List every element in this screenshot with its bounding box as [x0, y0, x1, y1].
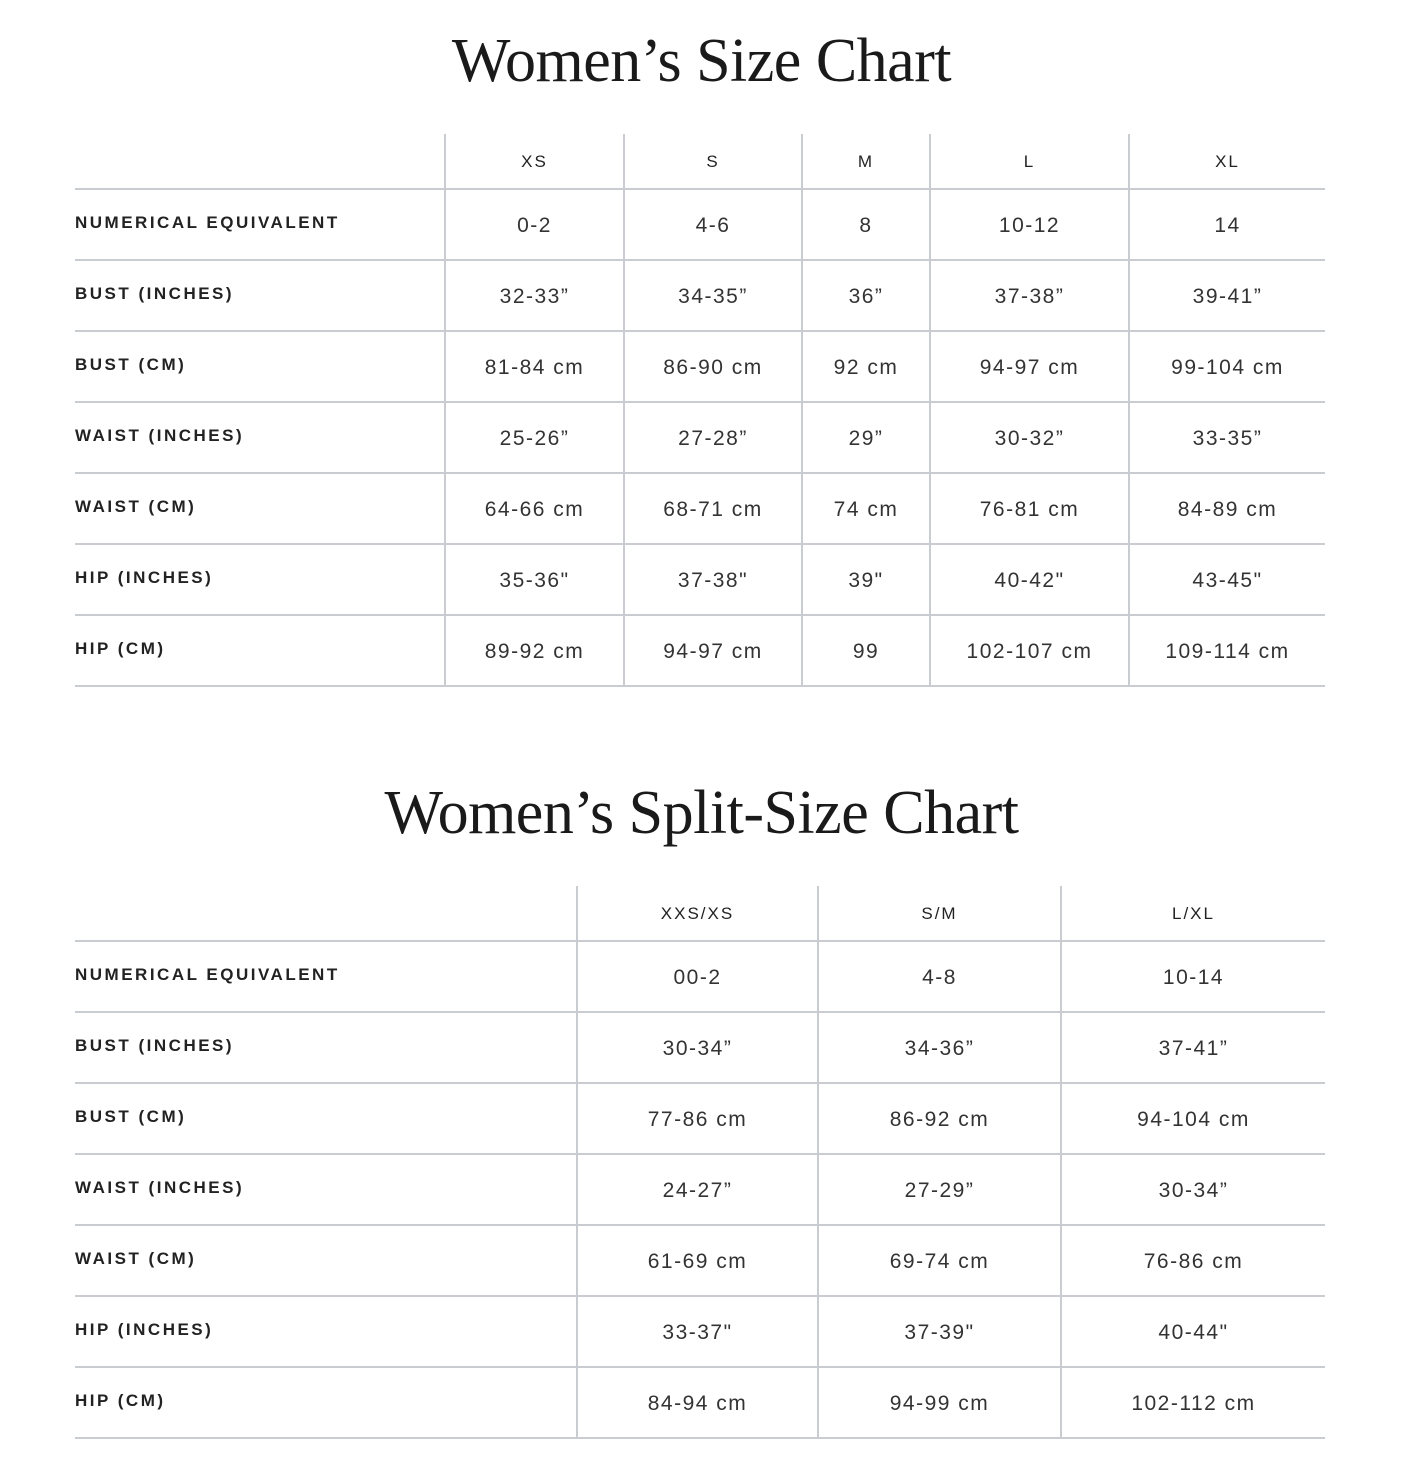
table-cell: 25-26”: [445, 402, 624, 473]
table-row: [75, 1083, 1325, 1154]
size-header-xxs-xs: XXS/XS: [577, 886, 818, 941]
table-cell: 94-104 cm: [1061, 1083, 1325, 1154]
table-cell: 30-34”: [577, 1012, 818, 1083]
table-row: [75, 615, 1325, 686]
table-cell: 4-8: [818, 941, 1061, 1012]
row-label: BUST (CM): [75, 1083, 577, 1154]
row-label: HIP (CM): [75, 1367, 577, 1438]
table-cell: 27-29”: [818, 1154, 1061, 1225]
table-row: [75, 189, 1325, 260]
header-row: [75, 886, 1325, 941]
size-chart-title: Women’s Size Chart: [451, 27, 952, 95]
table-cell: 37-39": [818, 1296, 1061, 1367]
size-header-m: M: [802, 134, 930, 189]
table-cell: 102-107 cm: [930, 615, 1129, 686]
size-chart-table: [75, 134, 1325, 687]
table-cell: 84-89 cm: [1129, 473, 1325, 544]
table-row: [75, 941, 1325, 1012]
table-cell: 61-69 cm: [577, 1225, 818, 1296]
table-cell: 76-86 cm: [1061, 1225, 1325, 1296]
table-cell: 33-37": [577, 1296, 818, 1367]
table-cell: 37-38”: [930, 260, 1129, 331]
table-cell: 99-104 cm: [1129, 331, 1325, 402]
table-cell: 40-44": [1061, 1296, 1325, 1367]
table-cell: 0-2: [445, 189, 624, 260]
table-cell: 84-94 cm: [577, 1367, 818, 1438]
split-size-chart-table: [75, 886, 1325, 1439]
table-row: [75, 473, 1325, 544]
table-cell: 30-32”: [930, 402, 1129, 473]
table-cell: 76-81 cm: [930, 473, 1129, 544]
table-row: [75, 1296, 1325, 1367]
table-cell: 68-71 cm: [624, 473, 802, 544]
table-cell: 94-97 cm: [624, 615, 802, 686]
row-label: HIP (INCHES): [75, 544, 445, 615]
table-cell: 74 cm: [802, 473, 930, 544]
table-cell: 40-42": [930, 544, 1129, 615]
row-label: BUST (INCHES): [75, 1012, 577, 1083]
table-cell: 39": [802, 544, 930, 615]
table-cell: 10-14: [1061, 941, 1325, 1012]
split-size-chart-title: Women’s Split-Size Chart: [384, 779, 1019, 847]
table-row: [75, 260, 1325, 331]
table-cell: 37-38": [624, 544, 802, 615]
table-cell: 43-45": [1129, 544, 1325, 615]
table-cell: 86-90 cm: [624, 331, 802, 402]
table-cell: 94-99 cm: [818, 1367, 1061, 1438]
table-cell: 109-114 cm: [1129, 615, 1325, 686]
size-header-xs: XS: [445, 134, 624, 189]
table-cell: 36”: [802, 260, 930, 331]
table-cell: 10-12: [930, 189, 1129, 260]
table-cell: 89-92 cm: [445, 615, 624, 686]
table-cell: 14: [1129, 189, 1325, 260]
row-label: BUST (CM): [75, 331, 445, 402]
table-cell: 00-2: [577, 941, 818, 1012]
table-row: [75, 402, 1325, 473]
table-cell: 4-6: [624, 189, 802, 260]
row-label: WAIST (CM): [75, 1225, 577, 1296]
table-cell: 39-41”: [1129, 260, 1325, 331]
table-cell: 33-35”: [1129, 402, 1325, 473]
row-label: BUST (INCHES): [75, 260, 445, 331]
header-row: [75, 134, 1325, 189]
table-row: [75, 1154, 1325, 1225]
table-cell: 94-97 cm: [930, 331, 1129, 402]
row-label: WAIST (INCHES): [75, 1154, 577, 1225]
table-cell: 27-28”: [624, 402, 802, 473]
row-label: NUMERICAL EQUIVALENT: [75, 941, 577, 1012]
table-cell: 32-33”: [445, 260, 624, 331]
header-corner-cell: [75, 886, 577, 941]
table-row: [75, 1367, 1325, 1438]
row-label: HIP (CM): [75, 615, 445, 686]
size-header-l-xl: L/XL: [1061, 886, 1325, 941]
table-cell: 77-86 cm: [577, 1083, 818, 1154]
row-label: HIP (INCHES): [75, 1296, 577, 1367]
table-cell: 102-112 cm: [1061, 1367, 1325, 1438]
row-label: WAIST (CM): [75, 473, 445, 544]
table-cell: 34-36”: [818, 1012, 1061, 1083]
table-cell: 69-74 cm: [818, 1225, 1061, 1296]
table-cell: 64-66 cm: [445, 473, 624, 544]
table-cell: 92 cm: [802, 331, 930, 402]
table-cell: 8: [802, 189, 930, 260]
table-cell: 30-34”: [1061, 1154, 1325, 1225]
table-row: [75, 331, 1325, 402]
size-header-xl: XL: [1129, 134, 1325, 189]
table-row: [75, 544, 1325, 615]
row-label: NUMERICAL EQUIVALENT: [75, 189, 445, 260]
size-header-s: S: [624, 134, 802, 189]
table-cell: 37-41”: [1061, 1012, 1325, 1083]
table-cell: 24-27”: [577, 1154, 818, 1225]
table-cell: 81-84 cm: [445, 331, 624, 402]
size-header-s-m: S/M: [818, 886, 1061, 941]
row-label: WAIST (INCHES): [75, 402, 445, 473]
table-row: [75, 1225, 1325, 1296]
size-header-l: L: [930, 134, 1129, 189]
table-row: [75, 1012, 1325, 1083]
table-cell: 35-36": [445, 544, 624, 615]
header-corner-cell: [75, 134, 445, 189]
table-cell: 34-35”: [624, 260, 802, 331]
table-cell: 99: [802, 615, 930, 686]
table-cell: 86-92 cm: [818, 1083, 1061, 1154]
table-cell: 29”: [802, 402, 930, 473]
